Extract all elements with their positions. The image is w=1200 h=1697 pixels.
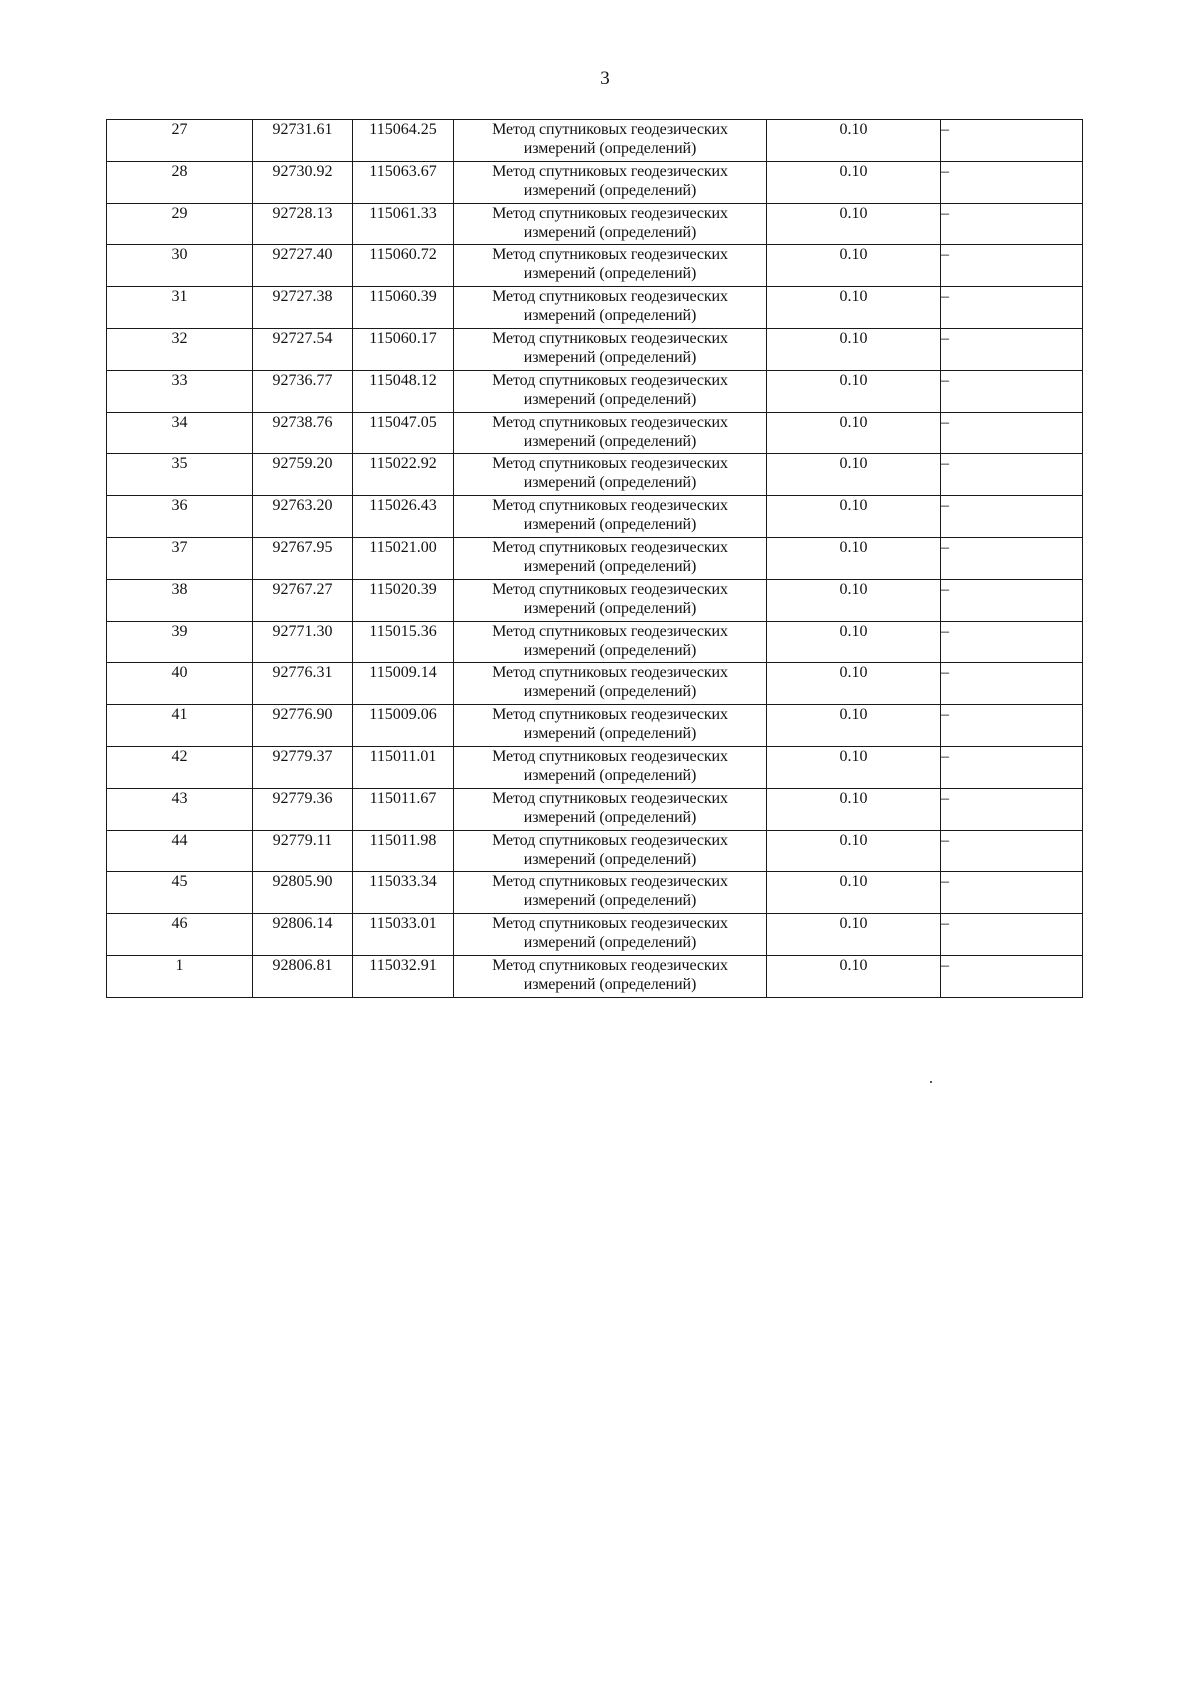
method-line-2: измерений (определений): [523, 432, 697, 450]
y-coordinate-cell: 115061.33: [353, 203, 454, 245]
method-line-2: измерений (определений): [523, 348, 697, 366]
table-row: [107, 161, 1083, 203]
accuracy-cell: 0.10: [767, 788, 941, 830]
point-number-cell: 40: [107, 663, 253, 705]
y-coordinate-cell: 115020.39: [353, 579, 454, 621]
accuracy-cell: 0.10: [767, 537, 941, 579]
method-line-2: измерений (определений): [523, 975, 697, 993]
method-line-2: измерений (определений): [523, 557, 697, 575]
note-cell: –: [941, 663, 1083, 705]
note-cell: –: [941, 830, 1083, 872]
method-cell: [454, 537, 767, 579]
table-row: [107, 705, 1083, 747]
accuracy-cell: 0.10: [767, 705, 941, 747]
x-coordinate-cell: 92727.54: [253, 328, 353, 370]
method-line-1: Метод спутниковых геодезических: [492, 538, 728, 556]
y-coordinate-cell: 115064.25: [353, 120, 454, 162]
point-number-cell: 35: [107, 454, 253, 496]
y-coordinate-cell: 115047.05: [353, 412, 454, 454]
method-line-2: измерений (определений): [523, 892, 697, 910]
x-coordinate-cell: 92727.38: [253, 287, 353, 329]
table-row: [107, 579, 1083, 621]
x-coordinate-cell: 92779.11: [253, 830, 353, 872]
y-coordinate-cell: 115026.43: [353, 496, 454, 538]
point-number-cell: 31: [107, 287, 253, 329]
note-cell: –: [941, 621, 1083, 663]
point-number-cell: 32: [107, 328, 253, 370]
method-line-1: Метод спутниковых геодезических: [492, 162, 728, 180]
accuracy-cell: 0.10: [767, 161, 941, 203]
scan-speck: [930, 1081, 932, 1083]
method-line-2: измерений (определений): [523, 265, 697, 283]
accuracy-cell: 0.10: [767, 203, 941, 245]
note-cell: –: [941, 914, 1083, 956]
method-line-1: Метод спутниковых геодезических: [492, 497, 728, 515]
table-row: [107, 872, 1083, 914]
method-line-2: измерений (определений): [523, 808, 697, 826]
method-cell: [454, 245, 767, 287]
method-line-1: Метод спутниковых геодезических: [492, 831, 728, 849]
note-cell: –: [941, 955, 1083, 997]
point-number-cell: 43: [107, 788, 253, 830]
note-cell: –: [941, 579, 1083, 621]
table-row: [107, 788, 1083, 830]
x-coordinate-cell: 92806.14: [253, 914, 353, 956]
note-cell: –: [941, 412, 1083, 454]
accuracy-cell: 0.10: [767, 496, 941, 538]
x-coordinate-cell: 92767.27: [253, 579, 353, 621]
accuracy-cell: 0.10: [767, 120, 941, 162]
method-line-2: измерений (определений): [523, 390, 697, 408]
table-row: [107, 537, 1083, 579]
method-line-1: Метод спутниковых геодезических: [492, 873, 728, 891]
y-coordinate-cell: 115015.36: [353, 621, 454, 663]
y-coordinate-cell: 115048.12: [353, 370, 454, 412]
y-coordinate-cell: 115009.06: [353, 705, 454, 747]
page-number: 3: [600, 68, 610, 89]
method-line-1: Метод спутниковых геодезических: [492, 288, 728, 306]
x-coordinate-cell: 92730.92: [253, 161, 353, 203]
point-number-cell: 30: [107, 245, 253, 287]
method-cell: [454, 412, 767, 454]
point-number-cell: 45: [107, 872, 253, 914]
point-number-cell: 37: [107, 537, 253, 579]
accuracy-cell: 0.10: [767, 412, 941, 454]
x-coordinate-cell: 92776.90: [253, 705, 353, 747]
method-line-1: Метод спутниковых геодезических: [492, 413, 728, 431]
method-line-1: Метод спутниковых геодезических: [492, 329, 728, 347]
accuracy-cell: 0.10: [767, 955, 941, 997]
point-number-cell: 28: [107, 161, 253, 203]
accuracy-cell: 0.10: [767, 914, 941, 956]
method-line-1: Метод спутниковых геодезических: [492, 204, 728, 222]
method-line-2: измерений (определений): [523, 725, 697, 743]
x-coordinate-cell: 92767.95: [253, 537, 353, 579]
note-cell: –: [941, 537, 1083, 579]
table-row: [107, 830, 1083, 872]
accuracy-cell: 0.10: [767, 830, 941, 872]
y-coordinate-cell: 115011.67: [353, 788, 454, 830]
note-cell: –: [941, 203, 1083, 245]
method-cell: [454, 287, 767, 329]
method-line-2: измерений (определений): [523, 307, 697, 325]
method-cell: [454, 705, 767, 747]
x-coordinate-cell: 92779.37: [253, 746, 353, 788]
method-line-2: измерений (определений): [523, 474, 697, 492]
point-number-cell: 36: [107, 496, 253, 538]
note-cell: –: [941, 788, 1083, 830]
note-cell: –: [941, 705, 1083, 747]
x-coordinate-cell: 92806.81: [253, 955, 353, 997]
note-cell: –: [941, 872, 1083, 914]
method-cell: [454, 203, 767, 245]
method-cell: [454, 746, 767, 788]
accuracy-cell: 0.10: [767, 370, 941, 412]
method-cell: [454, 120, 767, 162]
y-coordinate-cell: 115009.14: [353, 663, 454, 705]
note-cell: –: [941, 245, 1083, 287]
x-coordinate-cell: 92805.90: [253, 872, 353, 914]
method-cell: [454, 663, 767, 705]
method-cell: [454, 621, 767, 663]
method-cell: [454, 788, 767, 830]
x-coordinate-cell: 92727.40: [253, 245, 353, 287]
method-line-2: измерений (определений): [523, 683, 697, 701]
method-line-2: измерений (определений): [523, 850, 697, 868]
point-number-cell: 29: [107, 203, 253, 245]
method-line-1: Метод спутниковых геодезических: [492, 246, 728, 264]
method-cell: [454, 579, 767, 621]
method-line-1: Метод спутниковых геодезических: [492, 455, 728, 473]
note-cell: –: [941, 161, 1083, 203]
method-line-1: Метод спутниковых геодезических: [492, 664, 728, 682]
y-coordinate-cell: 115022.92: [353, 454, 454, 496]
coordinates-table: [106, 119, 1083, 998]
method-line-2: измерений (определений): [523, 223, 697, 241]
point-number-cell: 33: [107, 370, 253, 412]
note-cell: –: [941, 454, 1083, 496]
x-coordinate-cell: 92763.20: [253, 496, 353, 538]
method-line-2: измерений (определений): [523, 516, 697, 534]
x-coordinate-cell: 92731.61: [253, 120, 353, 162]
x-coordinate-cell: 92776.31: [253, 663, 353, 705]
point-number-cell: 38: [107, 579, 253, 621]
method-cell: [454, 496, 767, 538]
y-coordinate-cell: 115011.01: [353, 746, 454, 788]
coordinates-table-body: [107, 120, 1083, 998]
point-number-cell: 27: [107, 120, 253, 162]
method-line-2: измерений (определений): [523, 934, 697, 952]
table-row: [107, 496, 1083, 538]
table-row: [107, 454, 1083, 496]
note-cell: –: [941, 287, 1083, 329]
accuracy-cell: 0.10: [767, 621, 941, 663]
y-coordinate-cell: 115011.98: [353, 830, 454, 872]
method-line-2: измерений (определений): [523, 599, 697, 617]
note-cell: –: [941, 328, 1083, 370]
x-coordinate-cell: 92728.13: [253, 203, 353, 245]
note-cell: –: [941, 496, 1083, 538]
method-line-1: Метод спутниковых геодезических: [492, 789, 728, 807]
accuracy-cell: 0.10: [767, 287, 941, 329]
x-coordinate-cell: 92771.30: [253, 621, 353, 663]
point-number-cell: 41: [107, 705, 253, 747]
accuracy-cell: 0.10: [767, 454, 941, 496]
y-coordinate-cell: 115060.72: [353, 245, 454, 287]
point-number-cell: 34: [107, 412, 253, 454]
table-row: [107, 621, 1083, 663]
y-coordinate-cell: 115060.39: [353, 287, 454, 329]
method-line-2: измерений (определений): [523, 766, 697, 784]
table-row: [107, 287, 1083, 329]
method-line-1: Метод спутниковых геодезических: [492, 747, 728, 765]
method-line-2: измерений (определений): [523, 181, 697, 199]
x-coordinate-cell: 92738.76: [253, 412, 353, 454]
point-number-cell: 1: [107, 955, 253, 997]
method-cell: [454, 914, 767, 956]
note-cell: –: [941, 370, 1083, 412]
table-row: [107, 203, 1083, 245]
method-line-2: измерений (определений): [523, 641, 697, 659]
accuracy-cell: 0.10: [767, 245, 941, 287]
table-row: [107, 370, 1083, 412]
note-cell: –: [941, 746, 1083, 788]
method-line-1: Метод спутниковых геодезических: [492, 121, 728, 138]
y-coordinate-cell: 115021.00: [353, 537, 454, 579]
table-row: [107, 663, 1083, 705]
x-coordinate-cell: 92736.77: [253, 370, 353, 412]
method-cell: [454, 328, 767, 370]
y-coordinate-cell: 115033.34: [353, 872, 454, 914]
method-cell: [454, 830, 767, 872]
method-cell: [454, 872, 767, 914]
accuracy-cell: 0.10: [767, 328, 941, 370]
method-cell: [454, 955, 767, 997]
y-coordinate-cell: 115033.01: [353, 914, 454, 956]
method-line-1: Метод спутниковых геодезических: [492, 622, 728, 640]
point-number-cell: 42: [107, 746, 253, 788]
table-row: [107, 914, 1083, 956]
method-line-1: Метод спутниковых геодезических: [492, 915, 728, 933]
method-line-1: Метод спутниковых геодезических: [492, 580, 728, 598]
method-line-1: Метод спутниковых геодезических: [492, 371, 728, 389]
method-cell: [454, 370, 767, 412]
table-row: [107, 746, 1083, 788]
accuracy-cell: 0.10: [767, 746, 941, 788]
method-cell: [454, 161, 767, 203]
method-cell: [454, 454, 767, 496]
method-line-2: измерений (определений): [523, 140, 697, 157]
table-row: [107, 245, 1083, 287]
x-coordinate-cell: 92779.36: [253, 788, 353, 830]
point-number-cell: 44: [107, 830, 253, 872]
y-coordinate-cell: 115032.91: [353, 955, 454, 997]
table-row: [107, 120, 1083, 162]
method-line-1: Метод спутниковых геодезических: [492, 706, 728, 724]
accuracy-cell: 0.10: [767, 872, 941, 914]
point-number-cell: 39: [107, 621, 253, 663]
x-coordinate-cell: 92759.20: [253, 454, 353, 496]
accuracy-cell: 0.10: [767, 663, 941, 705]
point-number-cell: 46: [107, 914, 253, 956]
table-row: [107, 412, 1083, 454]
method-line-1: Метод спутниковых геодезических: [492, 956, 728, 974]
y-coordinate-cell: 115063.67: [353, 161, 454, 203]
note-cell: –: [941, 120, 1083, 162]
table-row: [107, 328, 1083, 370]
accuracy-cell: 0.10: [767, 579, 941, 621]
table-row: [107, 955, 1083, 997]
y-coordinate-cell: 115060.17: [353, 328, 454, 370]
